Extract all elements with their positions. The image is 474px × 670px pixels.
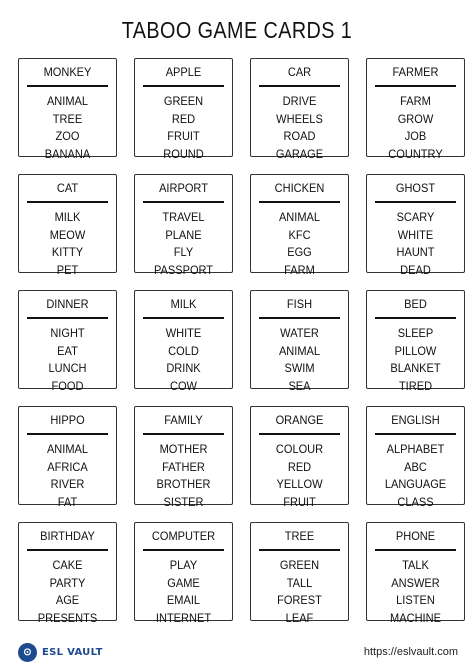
taboo-card [134,522,233,625]
taboo-word: ROUND [163,146,204,161]
card-target-word: ORANGE [275,413,324,427]
taboo-word-list [135,557,232,627]
card-target-word: GHOST [395,181,436,195]
logo-text: ESL VAULT [42,646,103,658]
taboo-word: KFC [288,227,311,242]
taboo-word: DRINK [166,361,201,375]
taboo-word: PRESENTS [37,610,98,625]
taboo-word-list [19,557,116,627]
taboo-word: ABC [404,459,427,474]
taboo-card [18,58,117,161]
taboo-word-list [135,209,232,279]
taboo-word: KITTY [51,245,84,259]
taboo-card [134,406,233,509]
taboo-word-list [251,557,348,627]
card-divider [143,85,224,87]
card-divider [143,201,224,203]
taboo-word: GAME [167,575,200,590]
taboo-word: PET [56,262,79,277]
taboo-word: PLAY [169,558,198,572]
taboo-word-list [135,441,232,511]
taboo-word: RIVER [50,477,85,491]
card-target-word: HIPPO [50,413,85,427]
taboo-card [134,290,233,393]
card-divider [27,433,108,435]
taboo-word: CLASS [397,494,434,509]
taboo-word: BLANKET [390,361,441,375]
taboo-card [250,522,349,625]
taboo-word: YELLOW [276,477,323,491]
taboo-word: FLY [173,245,194,259]
taboo-card [250,290,349,393]
taboo-word: FAT [57,494,78,509]
taboo-word: SEA [288,378,311,393]
card-divider [27,317,108,319]
taboo-word: MILK [54,210,81,224]
card-divider [259,201,340,203]
taboo-word: DRIVE [282,94,317,108]
taboo-word-list [251,209,348,279]
taboo-word: GREEN [279,558,320,572]
card-target-word: BED [404,297,427,311]
card-grid [18,58,465,625]
taboo-word-list [251,441,348,511]
card-target-word: MONKEY [43,65,92,79]
card-divider [375,433,456,435]
taboo-word-list [19,209,116,279]
taboo-word: FOREST [277,593,322,607]
taboo-word: WHITE [397,227,434,242]
taboo-word: WHEELS [276,111,323,126]
taboo-word: ANSWER [391,575,440,590]
card-divider [375,549,456,551]
taboo-word: FOOD [51,378,84,393]
taboo-word: ROAD [283,129,316,143]
taboo-word: MEOW [49,227,86,242]
card-target-word: CHICKEN [274,181,325,195]
card-divider [259,549,340,551]
taboo-card [366,290,465,393]
taboo-word: GROW [397,111,434,126]
taboo-word: NIGHT [50,326,85,340]
footer-url[interactable]: https://eslvault.com [363,646,458,658]
card-target-word: APPLE [165,65,202,79]
taboo-word-list [367,557,464,627]
taboo-word: GARAGE [275,146,324,161]
taboo-word: EAT [57,343,78,358]
taboo-word: DEAD [400,262,431,277]
card-divider [375,317,456,319]
card-target-word: MILK [170,297,197,311]
card-divider [143,433,224,435]
taboo-card [18,290,117,393]
card-divider [375,85,456,87]
taboo-word: COUNTRY [388,146,443,161]
taboo-word: EGG [287,245,312,259]
card-target-word: DINNER [46,297,89,311]
taboo-card [18,406,117,509]
card-target-word: AIRPORT [159,181,208,195]
card-target-word: FISH [286,297,313,311]
taboo-word: WHITE [165,326,202,340]
taboo-word: ANIMAL [278,210,321,224]
taboo-word: LUNCH [48,361,87,375]
taboo-word: FRUIT [167,129,200,143]
taboo-word: SISTER [163,494,204,509]
taboo-word: FATHER [162,459,205,474]
taboo-word: ANIMAL [46,442,89,456]
taboo-word: ANIMAL [278,343,321,358]
taboo-word: COLOUR [275,442,324,456]
taboo-card [134,174,233,277]
taboo-word: RED [287,459,312,474]
vault-logo-icon: ⊙ [18,643,37,662]
taboo-word: SLEEP [397,326,434,340]
taboo-card [366,522,465,625]
taboo-word: SWIM [284,361,315,375]
taboo-word: WATER [280,326,319,340]
taboo-word: TIRED [398,378,433,393]
taboo-card [18,174,117,277]
taboo-word-list [367,325,464,395]
taboo-word: SCARY [396,210,435,224]
card-divider [143,549,224,551]
taboo-word: RED [171,111,196,126]
taboo-word: FRUIT [283,494,316,509]
taboo-word-list [135,325,232,395]
taboo-card [366,406,465,509]
taboo-word: TRAVEL [162,210,205,224]
taboo-word: AGE [55,593,80,607]
card-target-word: FARMER [392,65,439,79]
taboo-word: COW [170,378,197,393]
taboo-word-list [19,441,116,511]
card-target-word: ENGLISH [391,413,440,427]
taboo-word: MACHINE [390,610,441,625]
taboo-word: INTERNET [155,610,212,625]
taboo-word-list [19,93,116,163]
taboo-word: LISTEN [396,593,435,607]
card-target-word: CAT [56,181,79,195]
taboo-card [366,174,465,277]
taboo-word: ZOO [55,129,80,143]
taboo-word-list [367,93,464,163]
card-divider [143,317,224,319]
taboo-word: EMAIL [166,593,201,607]
taboo-word: PLANE [165,227,202,242]
taboo-word: COLD [168,343,199,358]
taboo-word: MOTHER [159,442,208,456]
card-divider [375,201,456,203]
taboo-word: LEAF [285,610,314,625]
taboo-word: BROTHER [156,477,211,491]
taboo-word-list [135,93,232,163]
taboo-word: TALK [402,558,429,572]
taboo-card [250,174,349,277]
taboo-word: CAKE [52,558,83,572]
taboo-word-list [251,325,348,395]
taboo-word: PARTY [49,575,86,590]
taboo-word: PILLOW [394,343,437,358]
card-target-word: PHONE [395,529,436,543]
taboo-word: FARM [400,94,431,108]
taboo-word: ANIMAL [46,94,89,108]
card-target-word: CAR [287,65,312,79]
taboo-card [250,58,349,161]
esl-vault-logo [18,642,103,662]
card-target-word: COMPUTER [151,529,216,543]
card-divider [259,85,340,87]
taboo-card [134,58,233,161]
card-divider [259,433,340,435]
taboo-card [366,58,465,161]
card-divider [27,201,108,203]
taboo-card [18,522,117,625]
taboo-word-list [367,209,464,279]
taboo-word: HAUNT [396,245,435,259]
card-target-word: BIRTHDAY [40,529,95,543]
taboo-word: PASSPORT [153,262,214,277]
taboo-word: TALL [286,575,313,590]
taboo-word: GREEN [163,94,204,108]
card-divider [27,549,108,551]
card-divider [259,317,340,319]
taboo-word: FARM [284,262,315,277]
card-divider [27,85,108,87]
taboo-word: LANGUAGE [384,477,447,491]
taboo-word: TREE [52,111,83,126]
card-target-word: FAMILY [164,413,203,427]
taboo-word: AFRICA [47,459,88,474]
taboo-word: ALPHABET [386,442,445,456]
taboo-word: JOB [404,129,427,143]
card-target-word: TREE [284,529,315,543]
taboo-word: BANANA [44,146,91,161]
page-title: TABOO GAME CARDS 1 [121,17,353,43]
taboo-word-list [251,93,348,163]
taboo-word-list [367,441,464,511]
taboo-card [250,406,349,509]
taboo-word-list [19,325,116,395]
